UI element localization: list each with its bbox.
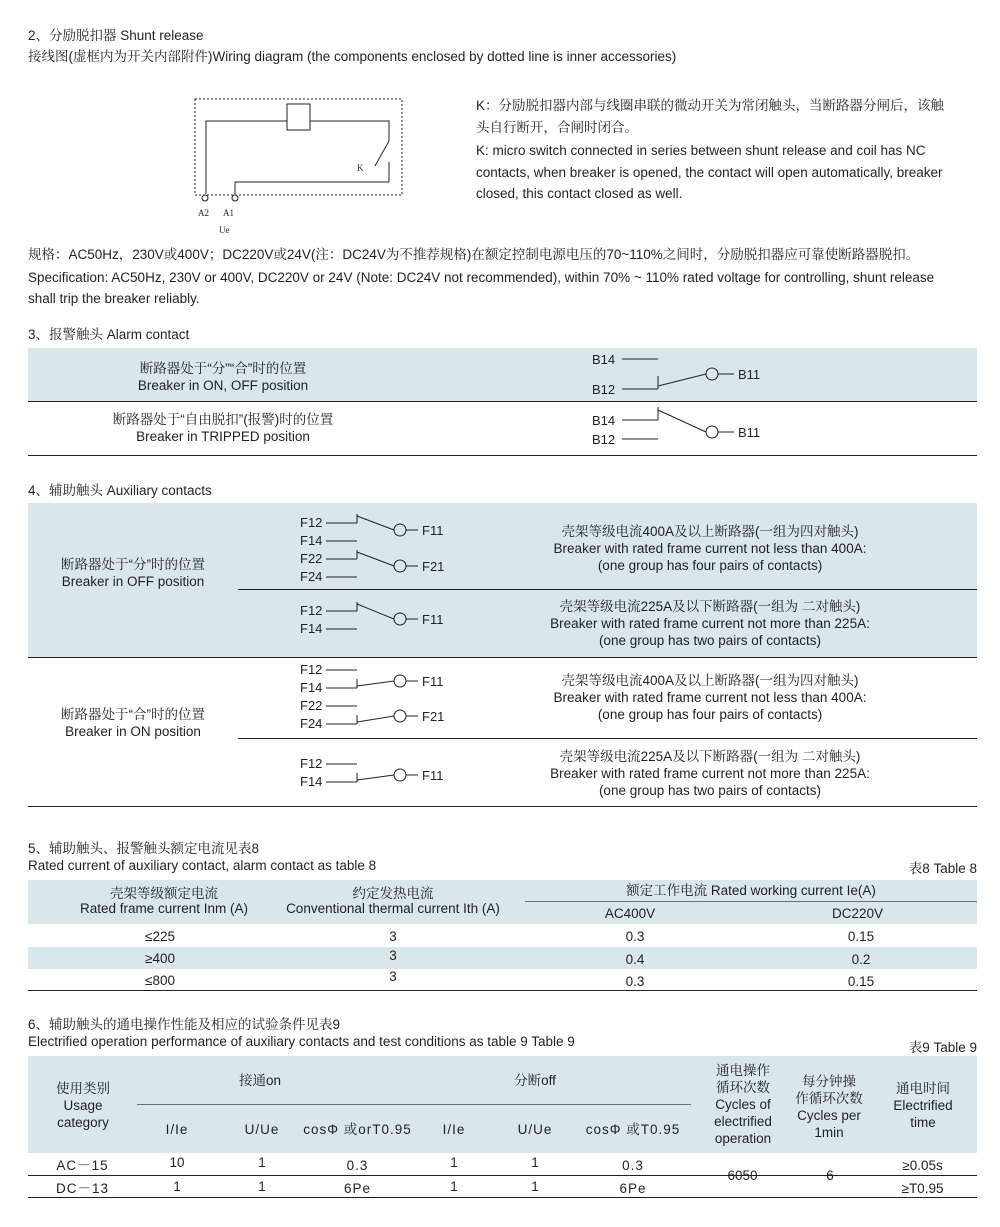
f12-a: F12: [300, 515, 323, 530]
f14-c: F14: [300, 680, 323, 695]
aux-off-cn: 断路器处于“分”时的位置: [61, 557, 205, 572]
section-4-title: 4、辅助触头 Auxiliary contacts: [28, 483, 212, 498]
aux-on-en: Breaker in ON position: [65, 724, 201, 739]
four-en1-1: Breaker with rated frame current not less than 400A:: [553, 541, 867, 556]
two-cn-2: 壳架等级电流225A及以下断路器(一组为 二对触头): [559, 749, 861, 764]
t9-usage-en1: Usage: [63, 1098, 103, 1113]
section-6-title: 6、辅助触头的通电操作性能及相应的试验条件见表9: [28, 1017, 341, 1032]
spec-en-line2: shall trip the breaker reliably.: [28, 291, 200, 306]
f21-a: F21: [422, 559, 445, 574]
note-cn-line2: 头自行断开，合闸时闭合。: [476, 120, 638, 135]
t9-r1-on-cos: 0.3: [346, 1158, 369, 1173]
section-2-subtitle: 接线图(虚框内为开关内部附件)Wiring diagram (the components enclosed by dotted line is inner accessories): [28, 49, 677, 64]
spec-cn: 规格：AC50Hz，230V或400V；DC220V或24V(注：DC24V为不推荐规格)在额定控制电源电压的70~110%之间时，分励脱扣器应可靠使断路器脱扣。: [28, 247, 920, 262]
t9-r2-on-cos: 6Pe: [343, 1181, 372, 1196]
f14-a: F14: [300, 533, 323, 548]
four-cn-2: 壳架等级电流400A及以上断路器(一组为四对触头): [561, 673, 859, 688]
t9-r1-off-i: 1: [450, 1155, 458, 1170]
f11-a: F11: [422, 523, 444, 538]
f24-c: F24: [300, 716, 323, 731]
t9-header-cycles: [696, 1062, 790, 1147]
section-5-title: 5、辅助触头、报警触头额定电流见表8: [28, 841, 260, 856]
two-en1-1: Breaker with rated frame current not more than 225A:: [550, 616, 870, 631]
table-8-label: 表8 Table 8: [908, 861, 977, 876]
t8-r3-ac: 0.3: [625, 974, 645, 989]
four-en1-2: Breaker with rated frame current not less than 400A:: [553, 690, 867, 705]
table-9-bottom: [28, 1197, 977, 1198]
f12-d: F12: [300, 756, 323, 771]
t9-cycles-value: 6050: [727, 1168, 758, 1183]
f22-c: F22: [300, 698, 323, 713]
t8-header-frame-en: Rated frame current Inm (A): [79, 901, 249, 916]
t9-r1-off-u: 1: [531, 1155, 539, 1170]
alarm-row-2-en: Breaker in TRIPPED position: [136, 429, 310, 444]
f14-d: F14: [300, 774, 323, 789]
b14-label: B14: [592, 352, 616, 367]
note-en-line1: K: micro switch connected in series between shunt release and coil has NC: [476, 143, 926, 158]
note-en-line2: contacts, when breaker is opened, the contact will open automatically, breaker: [476, 165, 943, 180]
t9-permin-cn1: 每分钟操: [802, 1074, 856, 1089]
t8-r3-ith: 3: [389, 969, 397, 984]
t8-header-frame-cn: 壳架等级额定电流: [110, 886, 218, 901]
t9-per-min-value: 6: [826, 1168, 834, 1183]
t9-header-off: 分断off: [514, 1073, 556, 1088]
aux-on-cn: 断路器处于“合”时的位置: [61, 707, 205, 722]
t8-header-ac: AC400V: [604, 906, 656, 921]
t9-r1-on-i: 10: [169, 1155, 185, 1170]
t9-header-usage: [28, 1080, 138, 1131]
f24-a: F24: [300, 569, 323, 584]
t8-header-dc: DC220V: [831, 906, 884, 921]
f14-b: F14: [300, 621, 323, 636]
t9-cycles-cn2: 循环次数: [716, 1080, 770, 1095]
section-6-subtitle: Electrified operation performance of auxiliary contacts and test conditions as table 9 Table 9: [28, 1034, 575, 1049]
b14-label-2: B14: [592, 413, 616, 428]
t8-r1-ith: 3: [389, 929, 397, 944]
t9-r2-off-cos: 6Pe: [619, 1181, 647, 1196]
f11-c: F11: [422, 674, 444, 689]
t9-r2-off-u: 1: [531, 1179, 539, 1194]
t9-r1-time: ≥0.05s: [902, 1158, 943, 1173]
two-en2-1: (one group has two pairs of contacts): [598, 633, 822, 648]
t8-header-ith-cn: 约定发热电流: [352, 886, 434, 901]
b12-label: B12: [592, 382, 616, 397]
t9-header-off-i: I/Ie: [442, 1122, 466, 1137]
t9-header-on-u: U/Ue: [244, 1122, 280, 1137]
t9-r2-cat: DC－13: [55, 1181, 109, 1196]
t8-header-ith-en: Conventional thermal current Ith (A): [286, 901, 500, 916]
b12-label-2: B12: [592, 432, 616, 447]
t9-header-per-min: [784, 1073, 874, 1141]
four-en2-2: (one group has four pairs of contacts): [597, 707, 823, 722]
t9-time-en2: time: [910, 1115, 936, 1130]
t8-r1-ac: 0.3: [625, 929, 645, 944]
f22-a: F22: [300, 551, 323, 566]
t9-r1-cat: AC－15: [56, 1158, 109, 1173]
t9-cycles-cn1: 通电操作: [716, 1063, 770, 1078]
note-cn-line1: K：分励脱扣器内部与线圈串联的微动开关为常闭触头，当断路器分闸后，该触: [476, 98, 945, 113]
t9-header-on-i: I/Ie: [165, 1122, 189, 1137]
supply-ue-label: Ue: [219, 225, 230, 235]
table-9-label: 表9 Table 9: [908, 1040, 977, 1055]
t8-header-ie: 额定工作电流 Rated working current Ie(A): [626, 883, 876, 898]
t9-time-en1: Electrified: [893, 1098, 953, 1113]
t9-r2-time: ≥T0.95: [901, 1181, 944, 1196]
t9-r2-on-i: 1: [173, 1179, 181, 1194]
t9-cycles-en1: Cycles of: [715, 1097, 771, 1112]
two-cn-1: 壳架等级电流225A及以下断路器(一组为 二对触头): [559, 599, 861, 614]
table-8-bottom: [28, 990, 977, 991]
t8-r2-ac: 0.4: [625, 952, 645, 967]
alarm-row-1-en: Breaker in ON, OFF position: [137, 378, 309, 393]
four-cn-1: 壳架等级电流400A及以上断路器(一组为四对触头): [561, 524, 859, 539]
two-en2-2: (one group has two pairs of contacts): [598, 783, 822, 798]
contact-k-label: K: [357, 163, 364, 173]
t8-header-ith: [280, 885, 506, 917]
b11-label: B11: [738, 367, 761, 382]
t9-header-off-u: U/Ue: [517, 1122, 553, 1137]
t9-header-off-cos: cosΦ 或T0.95: [585, 1122, 681, 1137]
two-en1-2: Breaker with rated frame current not more than 225A:: [550, 766, 870, 781]
alarm-row-1-cn: 断路器处于“分”“合”时的位置: [139, 361, 307, 376]
spec-en-line1: Specification: AC50Hz, 230V or 400V, DC220V or 24V (Note: DC24V not recommended), within 70% ~ 110% rated voltage for controlling, shunt release: [28, 270, 935, 285]
t9-permin-en2: 1min: [814, 1125, 844, 1140]
section-3-title: 3、报警触头 Alarm contact: [28, 327, 190, 342]
t9-header-time: [876, 1080, 970, 1131]
t8-r3-dc: 0.15: [847, 974, 875, 989]
four-en2-1: (one group has four pairs of contacts): [597, 558, 823, 573]
t9-permin-cn2: 作循环次数: [795, 1091, 863, 1106]
t9-permin-en1: Cycles per: [797, 1108, 861, 1123]
b11-label-2: B11: [738, 425, 761, 440]
t8-r1-frame: ≤225: [145, 929, 175, 944]
f21-c: F21: [422, 709, 445, 724]
t9-cycles-en3: operation: [714, 1131, 772, 1146]
t9-usage-cn: 使用类别: [56, 1081, 110, 1096]
t9-cycles-en2: electrified: [714, 1114, 772, 1129]
t9-r2-off-i: 1: [450, 1179, 458, 1194]
aux-off-en: Breaker in OFF position: [61, 574, 205, 589]
f12-c: F12: [300, 662, 323, 677]
f11-d: F11: [422, 768, 444, 783]
terminal-a2-label: A2: [198, 208, 209, 218]
t8-r2-frame: ≥400: [145, 951, 175, 966]
t9-r1-on-u: 1: [258, 1155, 266, 1170]
alarm-row-2-cn: 断路器处于“自由脱扣”(报警)时的位置: [112, 412, 334, 427]
note-en-line3: closed, this contact closed as well.: [476, 186, 683, 201]
t9-r1-off-cos: 0.3: [622, 1158, 644, 1173]
section-2-title: 2、分励脱扣器 Shunt release: [28, 28, 204, 43]
t9-usage-en2: category: [57, 1115, 109, 1130]
section-5-subtitle: Rated current of auxiliary contact, alarm contact as table 8: [28, 858, 377, 873]
table-9-header-split: [137, 1104, 691, 1105]
t9-header-on: 接通on: [238, 1073, 282, 1088]
t8-r2-ith: 3: [389, 948, 397, 963]
t8-header-frame: [28, 885, 300, 917]
terminal-a1-label: A1: [223, 208, 234, 218]
f12-b: F12: [300, 603, 323, 618]
t8-r1-dc: 0.15: [847, 929, 875, 944]
t9-time-cn: 通电时间: [896, 1081, 950, 1096]
t8-r2-dc: 0.2: [851, 952, 871, 967]
t9-header-on-cos: cosΦ 或orT0.95: [303, 1122, 412, 1137]
table-8-header-split: [525, 901, 977, 902]
f11-b: F11: [422, 612, 444, 627]
table-9-row-divider-time: [883, 1175, 977, 1176]
t8-r3-frame: ≤800: [145, 973, 175, 988]
t9-r2-on-u: 1: [258, 1179, 266, 1194]
